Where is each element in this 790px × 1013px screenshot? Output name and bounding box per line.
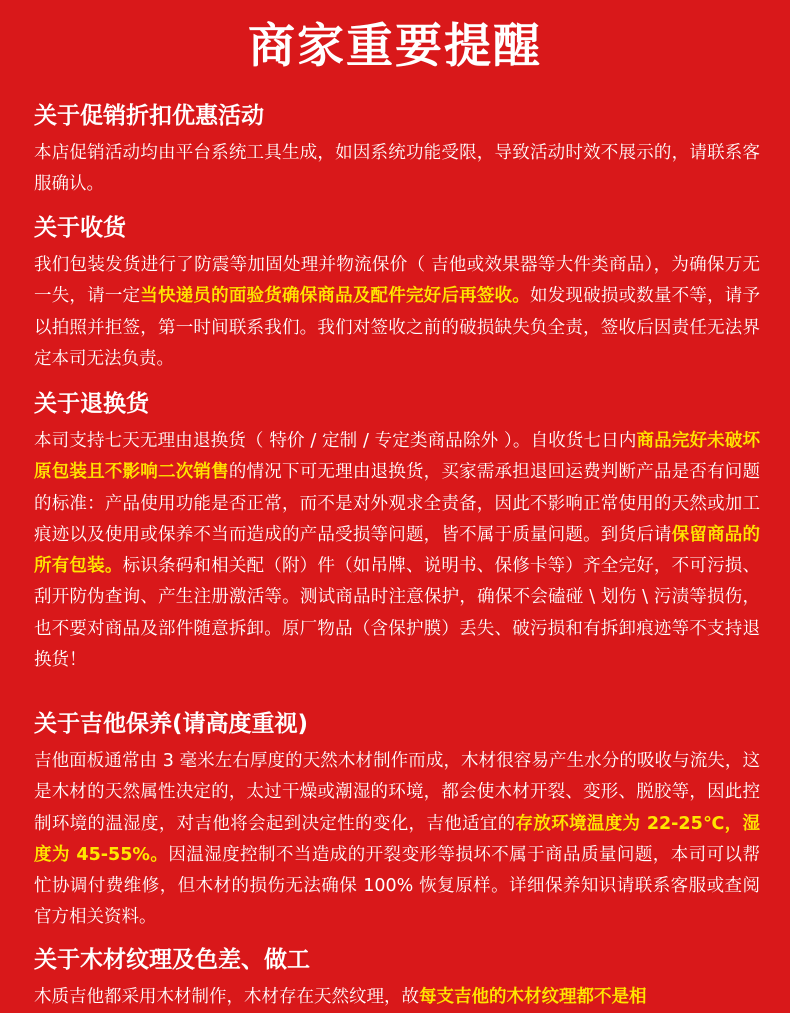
section-wood-grain	[34, 944, 760, 1013]
highlight-text: 存放环境温度为 22-25℃，湿度为 45-55%。	[34, 813, 760, 865]
section-body	[34, 426, 760, 676]
body-text: 本司支持七天无理由退换货（ 特价 / 定制 / 专定类商品除外 ）。自收货七日内	[34, 431, 637, 451]
section-body	[34, 746, 760, 934]
section-heading: 关于木材纹理及色差、做工	[34, 947, 310, 973]
body-text: 标识条码和相关配（附）件（如吊牌、说明书、保修卡等）齐全完好，不可污损、刮开防伪查询、产生注册激活等。测试商品时注意保护，确保不会磕碰 \ 划伤 \ 污渍等损伤，也不要对商品及部件随意拆卸。原厂物品（含保护膜）丢失、破污损和有拆卸痕迹等不支持退换货！	[34, 556, 760, 671]
highlight-text: 商品完好未破坏原包装且不影响二次销售	[34, 431, 760, 483]
section-heading: 关于促销折扣优惠活动	[34, 103, 264, 129]
highlight-text: 每支吉他的木材纹理都不是相	[419, 987, 647, 1007]
body-text: 吉他面板通常由 3 毫米左右厚度的天然木材制作而成，木材很容易产生水分的吸收与流失，这是木材的天然属性决定的，太过干燥或潮湿的环境，都会使木材开裂、变形、脱胶等，因此控制环境的温湿度，对吉他将会起到决定性的变化，吉他适宜的	[34, 751, 760, 834]
body-text: 如发现破损或数量不等，请予以拍照并拒签，第一时间联系我们。我们对签收之前的破损缺失负全责，签收后因责任无法界定本司无法负责。	[34, 286, 761, 369]
body-text: 的情况下可无理由退换货，买家需承担退回运费判断产品是否有问题的标准：产品使用功能是否正常，而不是对外观求全责备，因此不影响正常使用的天然或加工痕迹以及使用或保养不当而造成的产品受损等问题，皆不属于质量问题。到货后请	[34, 462, 761, 545]
section-body	[34, 250, 760, 375]
section-heading: 关于吉他保养(请高度重视)	[34, 711, 309, 737]
section-guitar-care	[34, 708, 760, 934]
section-heading: 关于收货	[34, 215, 126, 241]
body-text: 本店促销活动均由平台系统工具生成，如因系统功能受限，导致活动时效不展示的，请联系客服确认。	[34, 143, 760, 195]
page-title: 商家重要提醒	[248, 19, 542, 74]
section-returns	[34, 388, 760, 676]
body-text: 因温湿度控制不当造成的开裂变形等损坏不属于商品质量问题，本司可以帮忙协调付费维修，但木材的损伤无法确保 100% 恢复原样。详细保养知识请联系客服或查阅官方相关资料。	[34, 844, 760, 928]
body-text: 木质吉他都采用木材制作，木材存在天然纹理，故	[34, 987, 419, 1007]
section-body	[34, 982, 760, 1013]
section-heading: 关于退换货	[34, 391, 149, 417]
section-receiving	[34, 212, 760, 375]
section-body	[34, 138, 760, 201]
highlight-text: 保留商品的所有包装。	[34, 524, 761, 577]
body-text: 我们包装发货进行了防震等加固处理并物流保价（ 吉他或效果器等大件类商品），为确保万无一失，请一定	[34, 255, 760, 307]
section-promotions	[34, 100, 760, 201]
highlight-text: 当快递员的面验货确保商品及配件完好后再签收。	[140, 286, 530, 307]
